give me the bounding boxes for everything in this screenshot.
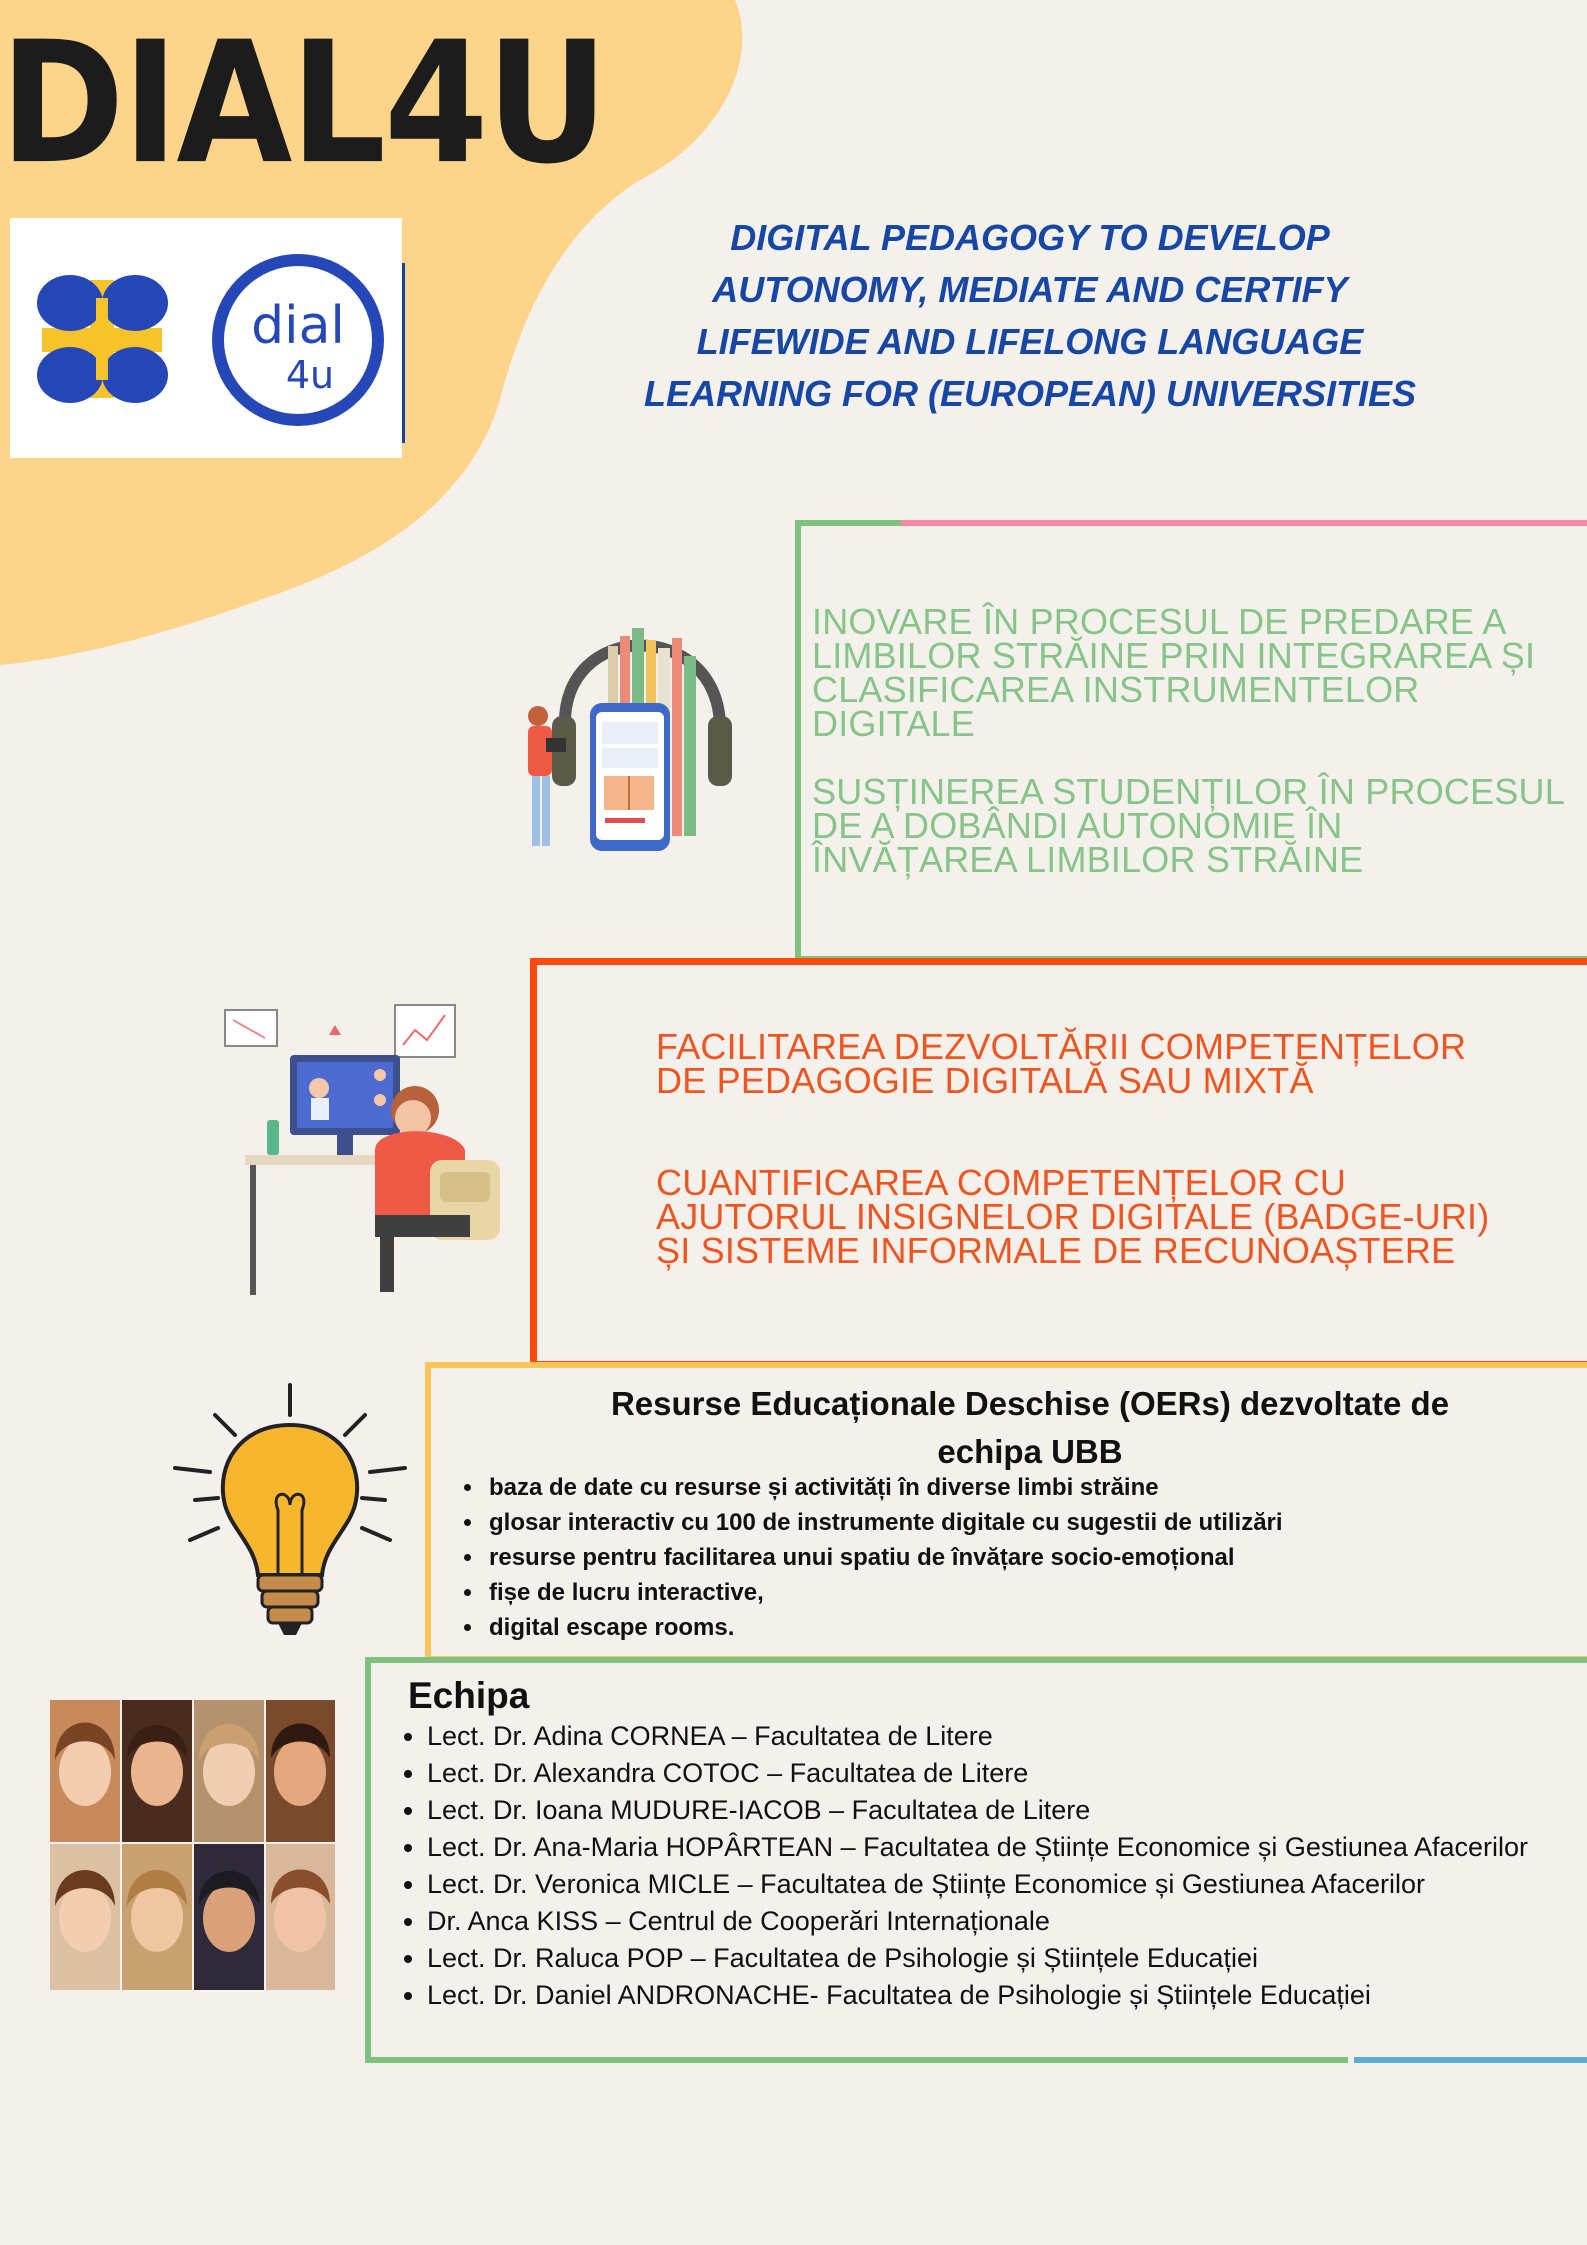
logo-edge-line [402, 263, 405, 443]
logo-text-top: dial [251, 296, 345, 356]
green-line: CLASIFICAREA INSTRUMENTELOR DIGITALE [812, 669, 1420, 744]
orange-line: CUANTIFICAREA COMPETENȚELOR CU [656, 1162, 1347, 1203]
list-item: • Lect. Dr. Alexandra COTOC – Facultatea de Litere [427, 1755, 1528, 1792]
subtitle-line: LIFEWIDE AND LIFELONG LANGUAGE [696, 321, 1364, 362]
avatar [50, 1700, 120, 1842]
avatar [266, 1844, 335, 1990]
orange-line: FACILITAREA DEZVOLTĂRII COMPETENȚELOR [656, 1026, 1467, 1067]
subtitle-line: AUTONOMY, MEDIATE AND CERTIFY [712, 269, 1348, 310]
list-item: • baza de date cu resurse și activități în diverse limbi străine [485, 1470, 1283, 1505]
lightbulb-icon [170, 1380, 410, 1640]
orange-line: ȘI SISTEME INFORMALE DE RECUNOAȘTERE [656, 1230, 1456, 1271]
green-line: ÎNVĂȚAREA LIMBILOR STRĂINE [812, 839, 1364, 880]
green-line: SUSȚINEREA STUDENȚILOR ÎN PROCESUL [812, 771, 1565, 812]
green-line: DE A DOBÂNDI AUTONOMIE ÎN [812, 805, 1343, 846]
avatar [194, 1700, 264, 1842]
team-list [393, 1718, 1528, 2014]
orange-line: AJUTORUL INSIGNELOR DIGITALE (BADGE-URI) [656, 1196, 1490, 1237]
avatar [194, 1844, 264, 1990]
green-section-text [812, 601, 1582, 880]
avatar [266, 1700, 335, 1842]
list-item: • Lect. Dr. Ana-Maria HOPÂRTEAN – Facultatea de Științe Economice și Gestiunea Afacerilor [427, 1829, 1528, 1866]
headphones-books-phone-illustration [510, 598, 770, 858]
green-top-line [795, 520, 901, 526]
orange-section-text [656, 1026, 1576, 1271]
list-item: • Lect. Dr. Veronica MICLE – Facultatea de Științe Economice și Gestiunea Afacerilor [427, 1866, 1528, 1903]
list-item: • digital escape rooms. [485, 1610, 1283, 1645]
oer-title: Resurse Educaționale Deschise (OERs) dezvoltate de echipa UBB [610, 1385, 1450, 1470]
subtitle-line: LEARNING FOR (EUROPEAN) UNIVERSITIES [643, 373, 1417, 414]
team-avatars-grid [50, 1700, 335, 1990]
subtitle [580, 212, 1480, 420]
dial4u-logo-icon [10, 218, 402, 458]
team-title: Echipa [408, 1675, 530, 1716]
blue-bottom-line [1354, 2057, 1587, 2063]
logo-text-bottom: 4u [285, 353, 335, 397]
list-item: • Lect. Dr. Ioana MUDURE-IACOB – Facultatea de Litere [427, 1792, 1528, 1829]
oer-list [445, 1470, 1283, 1645]
list-item: • Lect. Dr. Daniel ANDRONACHE- Facultatea de Psihologie și Științele Educației [427, 1977, 1528, 2014]
subtitle-line: DIGITAL PEDAGOGY TO DEVELOP [730, 217, 1330, 258]
list-item: • glosar interactiv cu 100 de instrumente digitale cu sugestii de utilizări [485, 1505, 1283, 1540]
list-item: • fișe de lucru interactive, [485, 1575, 1283, 1610]
green-bottom-line [365, 2057, 1348, 2063]
pink-top-line [901, 520, 1587, 526]
list-item: • resurse pentru facilitarea unui spatiu de învățare socio-emoțional [485, 1540, 1283, 1575]
list-item: • Lect. Dr. Raluca POP – Facultatea de Psihologie și Științele Educației [427, 1940, 1528, 1977]
online-learning-computer-illustration [215, 1000, 515, 1300]
list-item: • Dr. Anca KISS – Centrul de Cooperări Internaționale [427, 1903, 1528, 1940]
avatar [122, 1844, 192, 1990]
green-line: LIMBILOR STRĂINE PRIN INTEGRAREA ȘI [812, 635, 1536, 676]
page-title: DIAL4U [0, 6, 607, 202]
avatar [122, 1700, 192, 1842]
list-item: • Lect. Dr. Adina CORNEA – Facultatea de Litere [427, 1718, 1528, 1755]
logo-box [10, 218, 402, 458]
avatar [50, 1844, 120, 1990]
orange-line: DE PEDAGOGIE DIGITALĂ SAU MIXTĂ [656, 1060, 1314, 1101]
green-line: INOVARE ÎN PROCESUL DE PREDARE A [812, 601, 1507, 642]
